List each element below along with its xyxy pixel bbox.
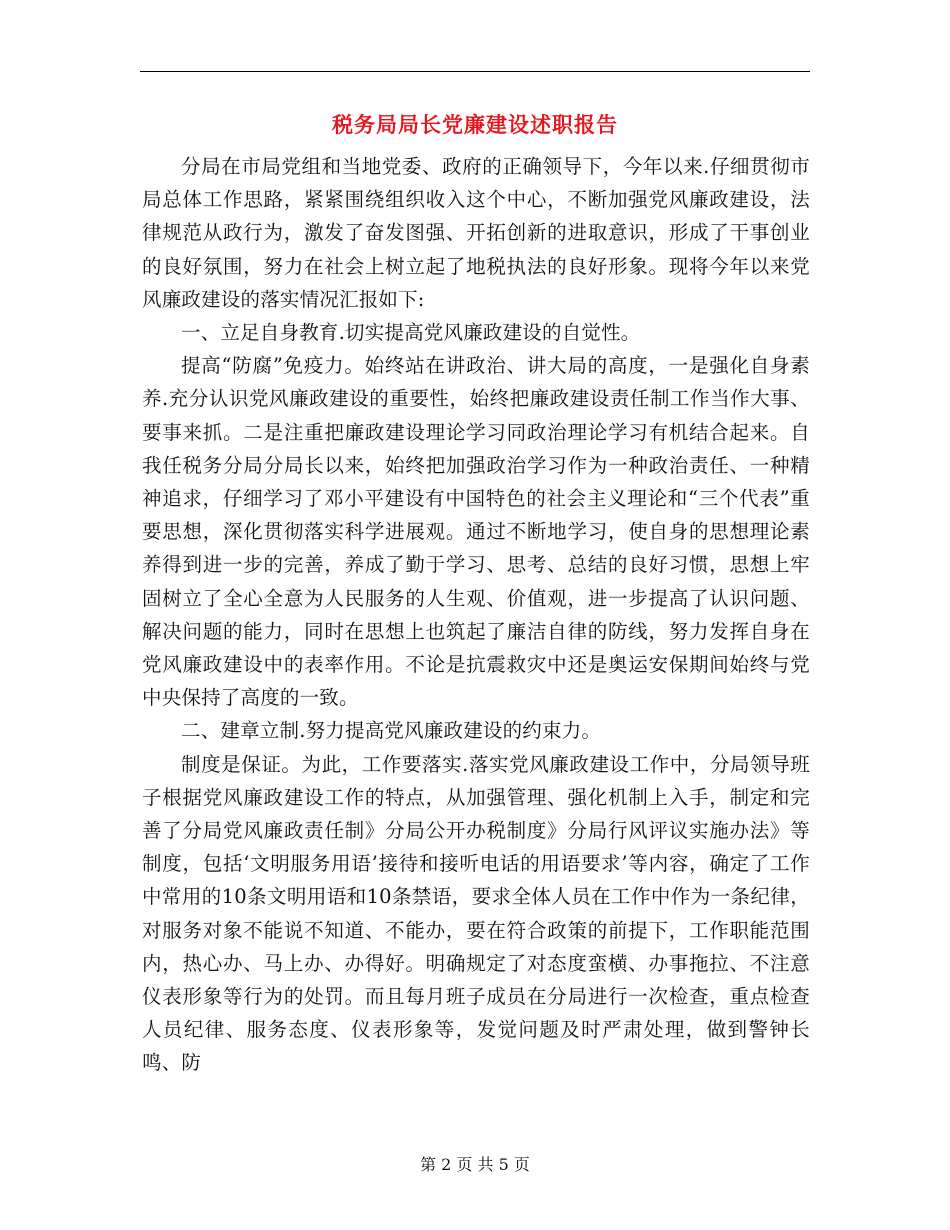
section-heading-2: 二、建章立制.努力提高党风廉政建设的约束力。 — [181, 719, 602, 743]
paragraph-intro: 分局在市局党组和当地党委、政府的正确领导下，今年以来.仔细贯彻市局总体工作思路，紧紧围绕组织收入这个中心，不断加强党风廉政建设，法律规范从政行为，激发了奋发图强、开拓创新的进取意识，形成了干事创业的良好氛围，努力在社会上树立起了地税执法的良好形象。现将今年以来党风廉政建设的落实情况汇报如下: — [142, 155, 810, 311]
header-rule — [140, 71, 810, 72]
page-number: 第 2 页 共 5 页 — [420, 1155, 530, 1174]
paragraph-section-2: 制度是保证。为此，工作要落实.落实党风廉政建设工作中，分局领导班子根据党风廉政建设工作的特点，从加强管理、强化机制上入手，制定和完善了分局党风廉政责任制》分局公开办税制度》分局行风评议实施办法》等制度，包括‘文明服务用语’接待和接听电话的用语要求’等内容，确定了工作中常用的10条文明用语和10条禁语，要求全体人员在工作中作为一条纪律，对服务对象不能说不知道、不能办，要在符合政策的前提下，工作职能范围内，热心办、马上办、办得好。明确规定了对态度蛮横、办事拖拉、不注意仪表形象等行为的处罚。而且每月班子成员在分局进行一次检查，重点检查人员纪律、服务态度、仪表形象等，发觉问题及时严肃处理，做到警钟长鸣、防 — [142, 752, 810, 1075]
section-heading-1: 一、立足自身教育.切实提高党风廉政建设的自觉性。 — [181, 321, 641, 345]
paragraph-section-1: 提高“防腐”免疫力。始终站在讲政治、讲大局的高度，一是强化自身素养.充分认识党风廉政建设的重要性，始终把廉政建设责任制工作当作大事、要事来抓。二是注重把廉政建设理论学习同政治理论学习有机结合起来。自我任税务分局分局长以来，始终把加强政治学习作为一种政治责任、一种精神追求，仔细学习了邓小平建设有中国特色的社会主义理论和“三个代表”重要思想，深化贯彻落实科学进展观。通过不断地学习，使自身的思想理论素养得到进一步的完善，养成了勤于学习、思考、总结的良好习惯，思想上牢固树立了全心全意为人民服务的人生观、价值观，进一步提高了认识问题、解决问题的能力，同时在思想上也筑起了廉洁自律的防线，努力发挥自身在党风廉政建设中的表率作用。不论是抗震救灾中还是奥运安保期间始终与党中央保持了高度的一致。 — [142, 354, 810, 710]
document-title: 税务局局长党廉建设述职报告 — [332, 112, 618, 137]
document-body — [142, 150, 810, 1080]
